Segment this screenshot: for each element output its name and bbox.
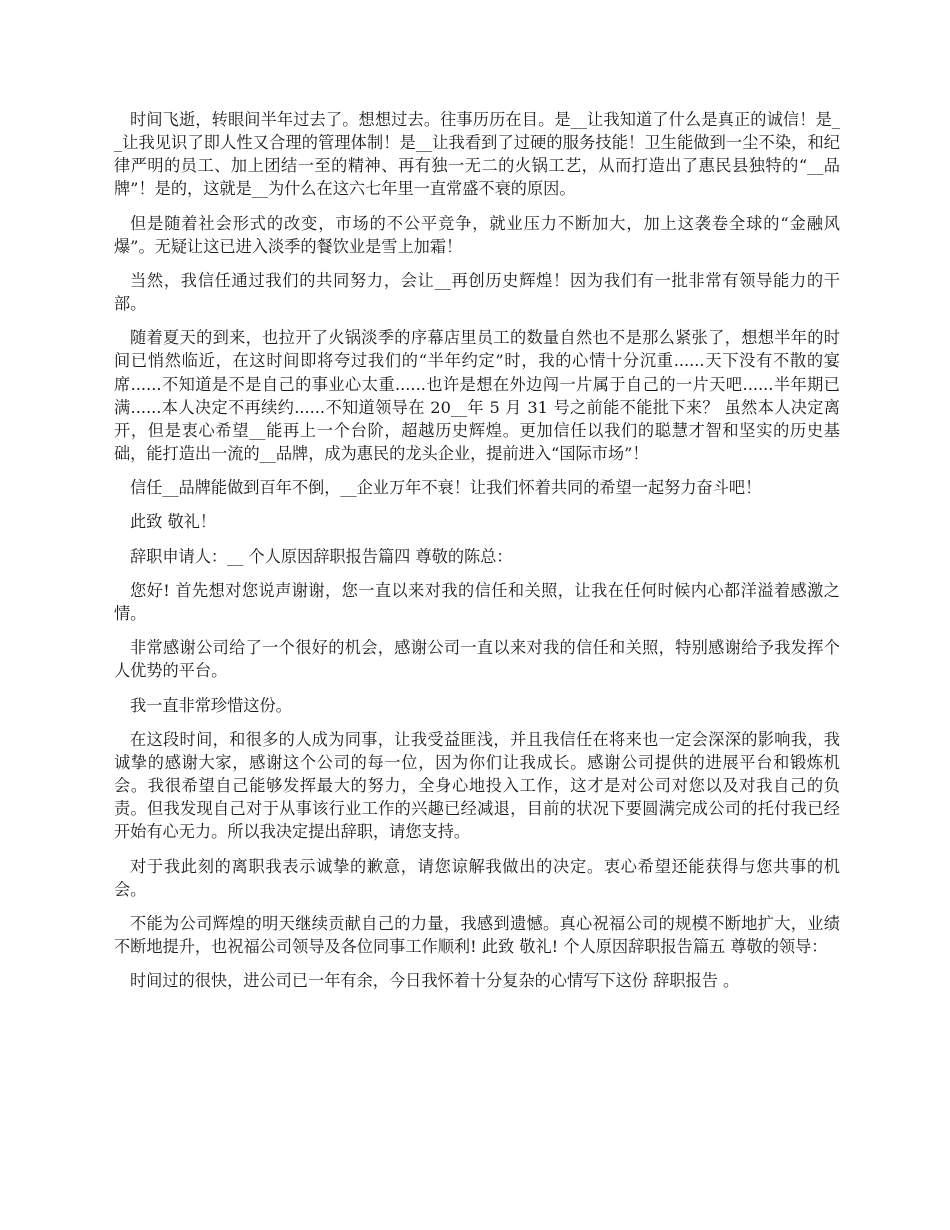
paragraph: 时间过的很快，进公司已一年有余，今日我怀着十分复杂的心情写下这份 辞职报告 。	[130, 971, 740, 991]
paragraph: 我一直非常珍惜这份。	[130, 695, 292, 715]
closing-line: 此致 敬礼！	[130, 512, 217, 532]
signature-line: 辞职申请人：__ 个人原因辞职报告篇四 尊敬的陈总：	[130, 546, 513, 566]
paragraph: 对于我此刻的离职我表示诚挚的歉意，请您谅解我做出的决定。衷心希望还能获得与您共事的机会。	[114, 856, 840, 899]
document-body	[114, 108, 840, 1004]
paragraph: 但是随着社会形式的改变，市场的不公平竞争，就业压力不断加大，加上这袭卷全球的“金融风爆”。无疑让这已进入淡季的餐饮业是雪上加霜！	[114, 213, 840, 256]
paragraph: 非常感谢公司给了一个很好的机会，感谢公司一直以来对我的信任和关照，特别感谢给予我发挥个人优势的平台。	[114, 638, 840, 681]
paragraph: 随着夏天的到来，也拉开了火锅淡季的序幕店里员工的数量自然也不是那么紧张了，想想半年的时间已悄然临近，在这时间即将夸过我们的“半年约定”时，我的心情十分沉重......天下没有不散的宴席......不知道是不是自己的事业心太重......也许是想在外边闯一片属于自己的一片天吧......半年期已满......本人决定不再续约......不知道领导在 20__年 5 月 31 号之前能不能批下来？ 虽然本人决定离开，但是衷心希望__能再上一个台阶，超越历史辉煌。更加信任以我们的聪慧才智和坚实的历史基础，能打造出一流的__品牌，成为惠民的龙头企业，提前进入“国际市场”！	[114, 328, 840, 463]
paragraph: 您好! 首先想对您说声谢谢，您一直以来对我的信任和关照，让我在任何时候内心都洋溢着感激之情。	[114, 580, 840, 623]
paragraph: 不能为公司辉煌的明天继续贡献自己的力量，我感到遗憾。真心祝福公司的规模不断地扩大，业绩不断地提升，也祝福公司领导及各位同事工作顺利! 此致 敬礼! 个人原因辞职报告篇五 尊敬的领导：	[114, 913, 840, 957]
paragraph: 当然，我信任通过我们的共同努力，会让__再创历史辉煌！因为我们有一批非常有领导能力的干部。	[114, 270, 840, 314]
paragraph: 时间飞逝，转眼间半年过去了。想想过去。往事历历在目。是__让我知道了什么是真正的诚信！是__让我见识了即人性又合理的管理体制！是__让我看到了过硬的服务技能！卫生能做到一尘不染，和纪律严明的员工、加上团结一至的精神、再有独一无二的火锅工艺，从而打造出了惠民县独特的“__品牌”！是的，这就是__为什么在这六七年里一直常盛不衰的原因。	[114, 110, 840, 199]
paragraph: 在这段时间，和很多的人成为同事，让我受益匪浅，并且我信任在将来也一定会深深的影响我，我诚挚的感谢大家，感谢这个公司的每一位，因为你们让我成长。感谢公司提供的进展平台和锻炼机会。我很希望自己能够发挥最大的努力，全身心地投入工作，这才是对公司对您以及对我自己的负责。但我发现自己对于从事该行业工作的兴趣已经减退，目前的状况下要圆满完成公司的托付我已经开始有心无力。所以我决定提出辞职，请您支持。	[114, 729, 840, 842]
paragraph: 信任__品牌能做到百年不倒，__企业万年不衰！让我们怀着共同的希望一起努力奋斗吧！	[130, 478, 762, 498]
